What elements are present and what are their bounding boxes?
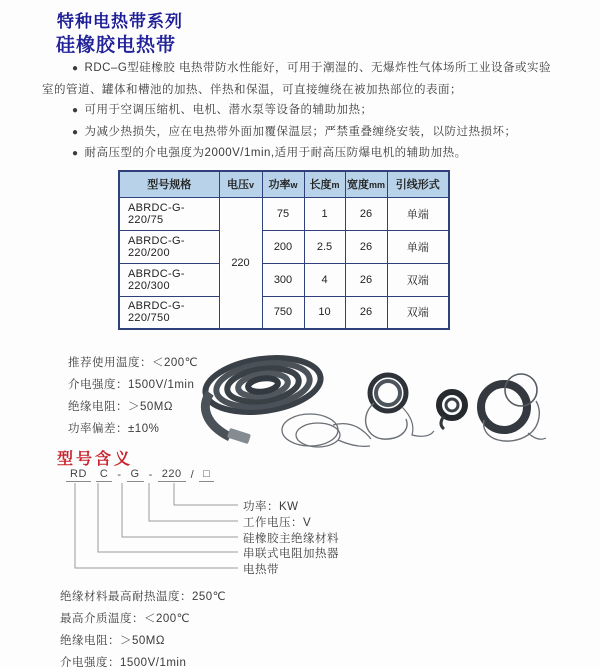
table-row — [119, 296, 449, 329]
series-title: 特种电热带系列 — [57, 12, 183, 31]
model-code-connector-lines — [55, 483, 255, 575]
photo-large-flat-heating-tape-coil — [202, 351, 324, 419]
code-segment-c: C — [96, 468, 112, 482]
spec-line: 绝缘电阻：＞50MΩ — [68, 401, 173, 413]
code-separator: - — [117, 469, 122, 481]
code-label-power: 功率：KW — [243, 501, 299, 513]
code-segment-voltage: 220 — [158, 468, 186, 482]
bullet-item: ● 为减少热损失，应在电热带外面加覆保温层；严禁重叠缠绕安装，以防过热损坏； — [72, 125, 517, 138]
table-row — [119, 263, 449, 296]
code-label-voltage: 工作电压：V — [243, 517, 312, 529]
code-label-heater-type: 串联式电阻加热器 — [243, 548, 339, 560]
col-header-width: 宽度mm — [345, 171, 387, 197]
cell-length: 1 — [304, 197, 345, 230]
spec-line: 功率偏差：±10% — [68, 423, 160, 435]
bullet-icon: ● — [72, 126, 79, 138]
table-row — [119, 197, 449, 230]
cell-length: 2.5 — [304, 230, 345, 263]
cell-width: 26 — [345, 197, 387, 230]
photo-lead-wires — [282, 414, 371, 447]
cell-voltage-shared: 220 — [219, 197, 262, 329]
cell-power: 75 — [262, 197, 304, 230]
cell-lead: 单端 — [387, 197, 449, 230]
code-segment-rd: RD — [66, 468, 91, 482]
cell-model: ABRDC-G-220/200 — [119, 230, 219, 263]
feature-bullets — [42, 58, 562, 165]
table-row — [119, 230, 449, 263]
spec-table — [118, 170, 450, 330]
spec-line: 绝缘电阻：＞50MΩ — [60, 635, 165, 647]
col-header-voltage: 电压v — [219, 171, 262, 197]
photo-small-heating-tape-spiral — [439, 392, 465, 429]
code-label-insulation: 硅橡胶主绝缘材料 — [243, 533, 339, 545]
cell-width: 26 — [345, 230, 387, 263]
model-meaning-heading: 型号含义 — [57, 451, 134, 468]
product-title: 硅橡胶电热带 — [56, 35, 177, 56]
cell-lead: 双端 — [387, 296, 449, 329]
code-separator: - — [148, 469, 153, 481]
code-label-tape: 电热带 — [243, 564, 279, 576]
bullet-item: ● 耐高压型的介电强度为2000V/1min,适用于耐高压防爆电机的辅助加热。 — [72, 147, 467, 159]
cell-width: 26 — [345, 296, 387, 329]
bullet-icon: ● — [72, 63, 79, 74]
spec-line: 推荐使用温度：＜200℃ — [68, 357, 199, 369]
code-separator: / — [190, 469, 195, 481]
cell-width: 26 — [345, 263, 387, 296]
bullet-item: ● 可用于空调压缩机、电机、潜水泵等设备的辅助加热； — [72, 104, 373, 116]
cell-lead: 双端 — [387, 263, 449, 296]
spec-line: 介电强度：1500V/1min — [68, 379, 195, 391]
col-header-model: 型号规格 — [119, 171, 219, 197]
spec-summary-list — [68, 352, 198, 440]
product-photos — [188, 345, 600, 460]
bullet-icon: ● — [72, 148, 79, 159]
col-header-length: 长度m — [304, 171, 345, 197]
bullet-icon: ● — [72, 105, 79, 116]
cell-length: 4 — [304, 263, 345, 296]
spec-line: 绝缘材料最高耐热温度：250℃ — [60, 591, 227, 603]
photo-heating-tape-ring-4 — [481, 374, 546, 441]
model-code — [66, 468, 214, 482]
bullet-item: ● RDC–G型硅橡胶 电热带防水性能好，可用于潮湿的、无爆炸性气体场所工业设备或实验室的管道、罐体和槽池的加热、伴热和保温，可直接缠绕在被加热部位的表面； — [42, 62, 551, 96]
cell-model: ABRDC-G-220/75 — [119, 197, 219, 230]
cell-lead: 单端 — [387, 230, 449, 263]
cell-length: 10 — [304, 296, 345, 329]
code-segment-g: G — [127, 468, 144, 482]
spec-line: 介电强度：1500V/1min — [60, 657, 187, 667]
spec-line: 最高介质温度：＜200℃ — [60, 613, 191, 625]
photo-heating-tape-ring-2 — [366, 375, 434, 439]
bottom-spec-list — [60, 586, 226, 667]
table-header-row — [119, 171, 449, 197]
cell-power: 750 — [262, 296, 304, 329]
cell-model: ABRDC-G-220/300 — [119, 263, 219, 296]
col-header-lead: 引线形式 — [387, 171, 449, 197]
cell-power: 200 — [262, 230, 304, 263]
cell-model: ABRDC-G-220/750 — [119, 296, 219, 329]
code-segment-power-box: □ — [199, 468, 214, 482]
cell-power: 300 — [262, 263, 304, 296]
col-header-power: 功率w — [262, 171, 304, 197]
photo-tape-connector — [227, 428, 251, 444]
